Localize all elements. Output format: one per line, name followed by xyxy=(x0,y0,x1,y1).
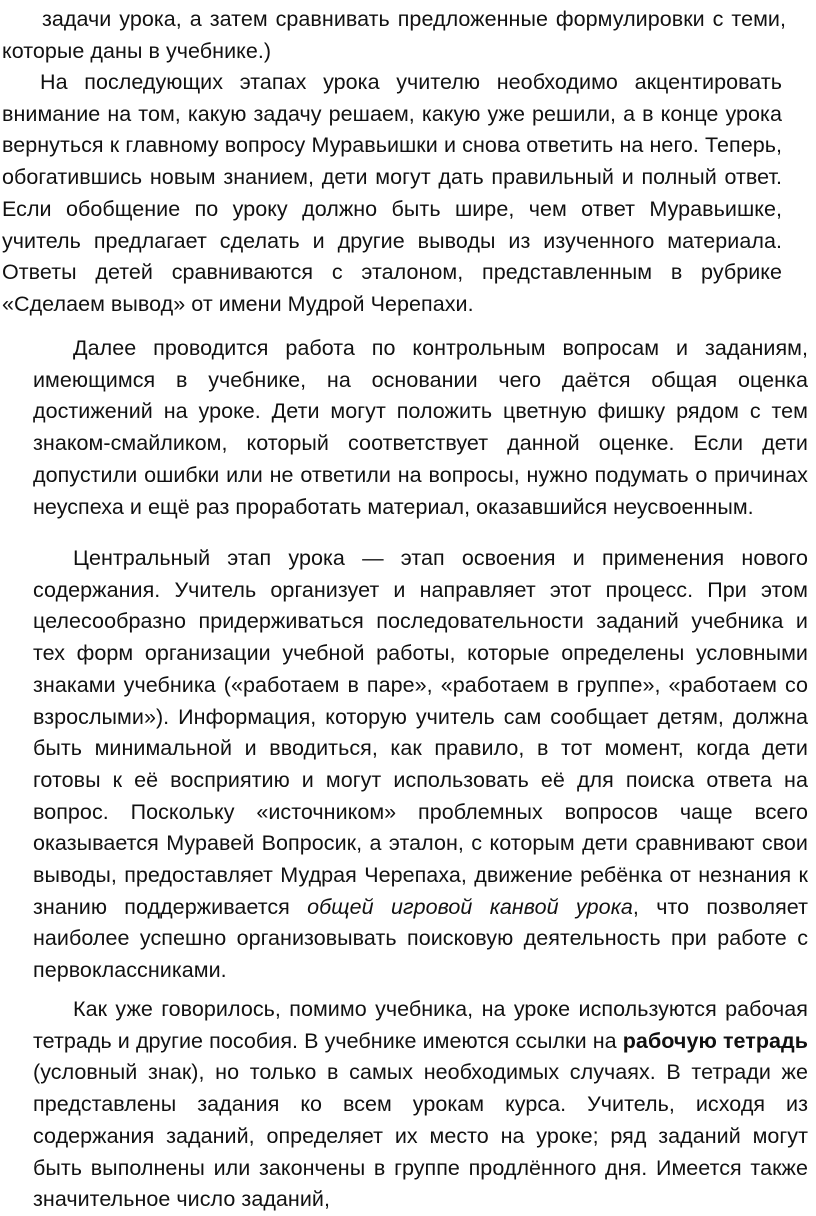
paragraph-1 xyxy=(2,4,786,67)
paragraph-3-text: Далее проводится работа по контрольным вопросам и заданиям, имеющимся в учебнике, на основании чего даётся общая оценка достижений на уроке. Дети могут положить цветную фишку рядом с тем знаком-смайликом, который соответствует данной оценке. Если дети допустили ошибки или не ответили на вопросы, нужно подумать о причинах неуспеха и ещё раз проработать материал, оказавшийся неусвоенным. xyxy=(33,336,808,519)
paragraph-3 xyxy=(33,333,808,523)
paragraph-2 xyxy=(2,67,782,321)
paragraph-1-text: задачи урока, а затем сравнивать предложенные формулировки с теми, которые даны в учебнике.) xyxy=(2,7,786,63)
paragraph-5-text-end: (условный знак), но только в самых необходимых случаях. В тетради же представлены задания ко всем урокам курса. Учитель, исходя из содержания заданий, определяет их место на уроке; ряд заданий могут быть выполнены или закончены в группе продлённого дня. Имеется также значительное число заданий, xyxy=(33,1060,808,1212)
paragraph-4-text: Центральный этап урока — этап освоения и применения нового содержания. Учитель организует и направляет этот процесс. При этом целесообразно придерживаться последовательности заданий учебника и тех форм организации учебной работы, которые определены условными знаками учебника («работаем в паре», «работаем в группе», «работаем со взрослыми»). Информация, которую учитель сам сообщает детям, должна быть минимальной и вводиться, как правило, в тот момент, когда дети готовы к её восприятию и могут использовать её для поиска ответа на вопрос. Поскольку «источником» проблемных вопросов чаще всего оказывается Муравей Вопросик, а эталон, с которым дети сравнивают свои выводы, предоставляет Мудрая Черепаха, движение ребёнка от незнания к знанию поддерживается xyxy=(33,546,808,919)
paragraph-5-bold-term: рабочую тетрадь xyxy=(622,1028,808,1053)
paragraph-4-italic-phrase: общей игровой канвой урока xyxy=(307,894,633,919)
paragraph-5 xyxy=(33,994,808,1216)
paragraph-2-text: На последующих этапах урока учителю необходимо акцентировать внимание на том, какую задачу решаем, какую уже решили, а в конце урока вернуться к главному вопросу Муравьишки и снова ответить на него. Теперь, обогатившись новым знанием, дети могут дать правильный и полный ответ. Если обобщение по уроку должно быть шире, чем ответ Муравьишке, учитель предлагает сделать и другие выводы из изученного материала. Ответы детей сравниваются с эталоном, представленным в рубрике «Сделаем вывод» от имени Мудрой Черепахи. xyxy=(2,70,782,316)
paragraph-5-text: Как уже говорилось, помимо учебника, на уроке используются рабочая тетрадь и другие пособия. В учебнике имеются ссылки на xyxy=(33,997,808,1053)
paragraph-4-text-end: , что позволяет наиболее успешно организовывать поисковую деятельность при работе с первоклассниками. xyxy=(33,894,808,983)
paragraph-4 xyxy=(33,543,808,987)
